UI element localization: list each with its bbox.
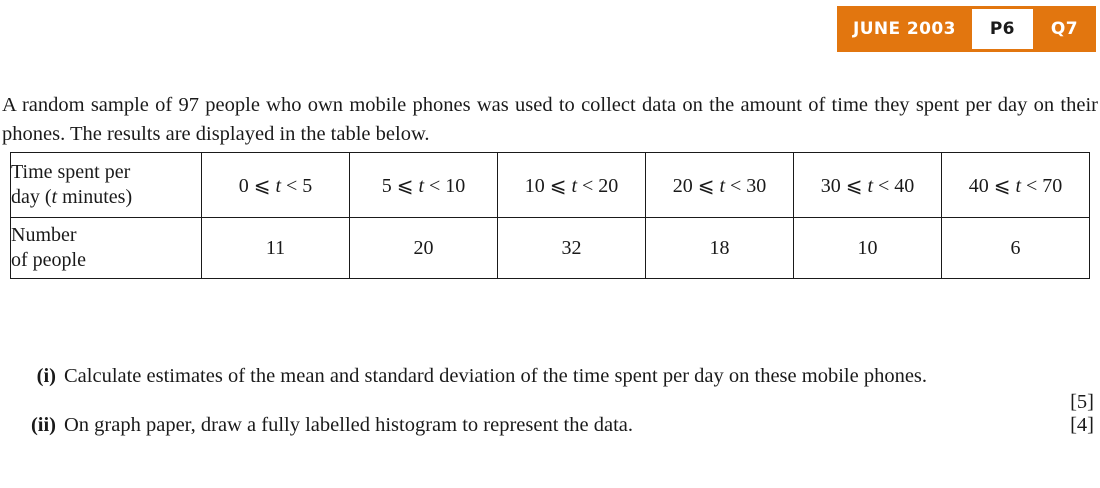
- row-header-time-line1: Time spent per: [11, 161, 131, 183]
- part-label-i: (i): [36, 365, 56, 387]
- frequency-cell-1: 11: [202, 218, 350, 279]
- frequency-table-container: [10, 152, 1090, 279]
- question-parts: [0, 362, 1100, 460]
- frequency-cell-6: 6: [942, 218, 1090, 279]
- interval-cell-6: 40 ⩽ t < 70: [942, 153, 1090, 218]
- frequency-table: [10, 152, 1090, 279]
- frequency-cell-2: 20: [350, 218, 498, 279]
- interval-cell-5: 30 ⩽ t < 40: [794, 153, 942, 218]
- row-header-count-line2: of people: [11, 249, 86, 271]
- interval-cell-1: 0 ⩽ t < 5: [202, 153, 350, 218]
- question-badge: [837, 6, 1096, 52]
- row-header-count: [11, 218, 202, 279]
- row-header-time-line2: day (t minutes): [11, 186, 133, 208]
- row-header-time: [11, 153, 202, 218]
- table-row: [11, 153, 1090, 218]
- part-text-ii: On graph paper, draw a fully labelled histogram to represent the data.: [64, 414, 633, 437]
- interval-cell-4: 20 ⩽ t < 30: [646, 153, 794, 218]
- badge-paper: P6: [972, 6, 1033, 52]
- interval-cell-3: 10 ⩽ t < 20: [498, 153, 646, 218]
- interval-cell-2: 5 ⩽ t < 10: [350, 153, 498, 218]
- question-part-ii: [0, 411, 1100, 440]
- badge-question: Q7: [1033, 6, 1096, 52]
- row-header-count-line1: Number: [11, 224, 77, 246]
- table-row: [11, 218, 1090, 279]
- frequency-cell-3: 32: [498, 218, 646, 279]
- question-part-i: [0, 362, 1100, 413]
- badge-session: JUNE 2003: [837, 6, 972, 52]
- frequency-cell-5: 10: [794, 218, 942, 279]
- part-label-ii: (ii): [30, 414, 56, 437]
- question-intro-text: A random sample of 97 people who own mobile phones was used to collect data on the amount of time they spent per day on their phones. The results are displayed in the table below.: [2, 93, 1098, 146]
- part-text-i: Calculate estimates of the mean and standard deviation of the time spent per day on these mobile phones.: [64, 365, 928, 387]
- frequency-cell-4: 18: [646, 218, 794, 279]
- part-marks-i: [5]: [1070, 391, 1094, 413]
- part-marks-ii: [4]: [1070, 414, 1094, 437]
